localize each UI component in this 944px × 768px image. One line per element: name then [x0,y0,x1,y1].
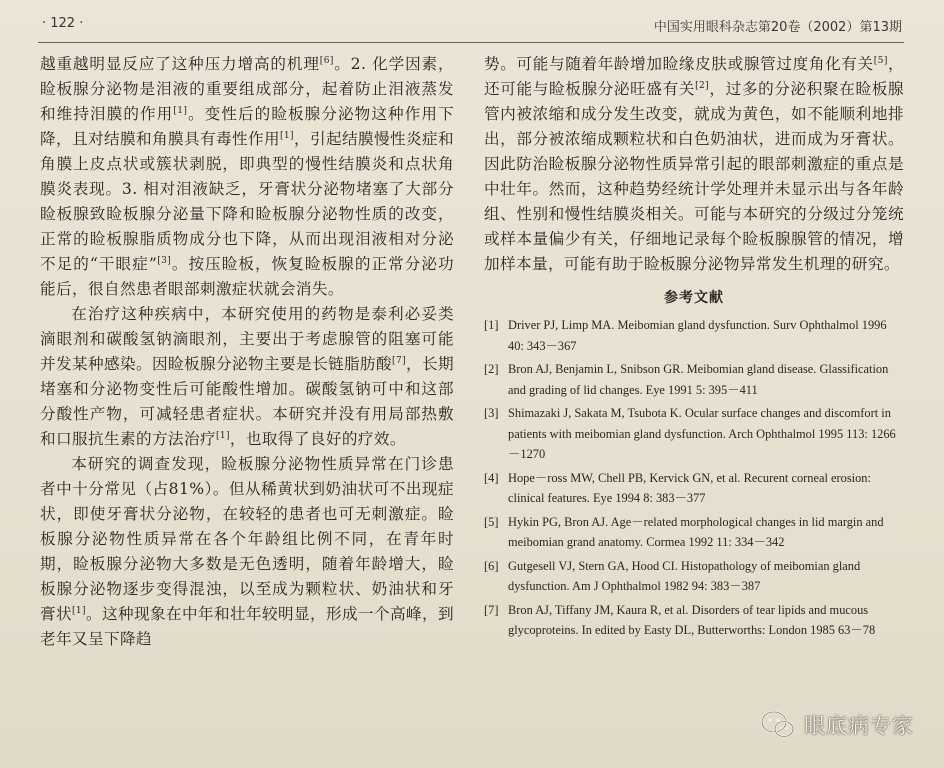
page-number: · 122 · [42,16,84,31]
header-rule [38,42,904,43]
watermark [760,708,914,742]
left-column [40,52,454,652]
reference-item: [3] Shimazaki J, Sakata M, Tsubota K. Ocular surface changes and discomfort in patients with meibomian gland dysfunction. Arch Ophthalmol 1995 113: 1266－1270 [484,406,896,461]
reference-list [484,315,904,641]
wechat-icon [760,710,796,740]
paragraph: 势。可能与随着年龄增加睑缘皮肤或腺管过度角化有关[5]，还可能与睑板腺分泌旺盛有关[2]，过多的分泌积聚在睑板腺管内被浓缩和成分发生改变，就成为黄色，如不能顺利地排出，部分被浓缩成颗粒状和白色奶油状，进而成为牙膏状。因此防治睑板腺分泌物性质异常引起的眼部刺激症的重点是中壮年。然而，这种趋势经统计学处理并未显示出与各年龄组、性别和慢性结膜炎相关。可能与本研究的分级过分笼统或样本量偏少有关，仔细地记录每个睑板腺腺管的情况，增加样本量，可能有助于睑板腺分泌物异常发生机理的研究。 [484,55,904,273]
reference-item: [1] Driver PJ, Limp MA. Meibomian gland dysfunction. Surv Ophthalmol 1996 40: 343－367 [484,318,887,353]
reference-item: [4] Hope－ross MW, Chell PB, Kervick GN, et al. Recurent corneal erosion: clinical features. Eye 1994 8: 383－377 [484,470,871,505]
paragraph: 越重越明显反应了这种压力增高的机理[6]。2. 化学因素，睑板腺分泌物是泪液的重要组成部分，起着防止泪液蒸发和维持泪膜的作用[1]。变性后的睑板腺分泌物这种作用下降，且对结膜和角膜具有毒性作用[1]，引起结膜慢性炎症和角膜上皮点状或簇状剥脱，即典型的慢性结膜炎和点状角膜炎表现。3. 相对泪液缺乏，牙膏状分泌物堵塞了大部分睑板腺致睑板腺分泌量下降和睑板腺分泌物性质的改变，正常的睑板腺脂质物成分也下降，从而出现泪液相对分泌不足的“干眼症”[3]。按压睑板，恢复睑板腺的正常分泌功能后，很自然患者眼部刺激症状就会消失。 [40,55,455,298]
reference-item: [6] Gutgesell VJ, Stern GA, Hood CI. Histopathology of meibomian gland dysfunction. Am J Ophthalmol 1982 94: 383－387 [484,558,861,593]
reference-item: [5] Hykin PG, Bron AJ. Age－related morphological changes in lid margin and meibomian grand anatomy. Cormea 1992 11: 334－342 [484,514,884,549]
paragraph: 本研究的调查发现，睑板腺分泌物性质异常在门诊患者中十分常见（占81%）。但从稀黄状到奶油状可不出现症状，即使牙膏状分泌物，在较轻的患者也可无刺激症。睑板腺分泌物性质异常在各个年龄组比例不同，在青年时期，睑板腺分泌物大多数是无色透明，随着年龄增大，睑板腺分泌物逐步变得混浊，以至成为颗粒状、奶油状和牙膏状[1]。这种现象在中年和壮年较明显，形成一个高峰，到老年又呈下降趋 [40,455,454,648]
references-heading: 参考文献 [664,290,724,306]
paragraph: 在治疗这种疾病中，本研究使用的药物是泰利必妥类滴眼剂和碳酸氢钠滴眼剂，主要出于考虑腺管的阻塞可能并发某种感染。因睑板腺分泌物主要是长链脂肪酸[7]，长期堵塞和分泌物变性后可能酸性增加。碳酸氢钠可中和这部分酸性产物，可减轻患者症状。本研究并没有用局部热敷和口服抗生素的方法治疗[1]，也取得了良好的疗效。 [40,305,454,448]
running-header [0,12,944,38]
journal-citation: 中国实用眼科杂志第20卷（2002）第13期 [653,20,902,35]
reference-item: [2] Bron AJ, Benjamin L, Snibson GR. Meibomian gland disease. Glassification and grading of lid changes. Eye 1991 5: 395－411 [484,362,889,397]
reference-item: [7] Bron AJ, Tiffany JM, Kaura R, et al. Disorders of tear lipids and mucous glycoproteins. In edited by Easty DL, Butterworths: London 1985 63－78 [484,602,876,637]
watermark-text: 眼底病专家 [804,714,914,738]
right-column [484,52,904,644]
